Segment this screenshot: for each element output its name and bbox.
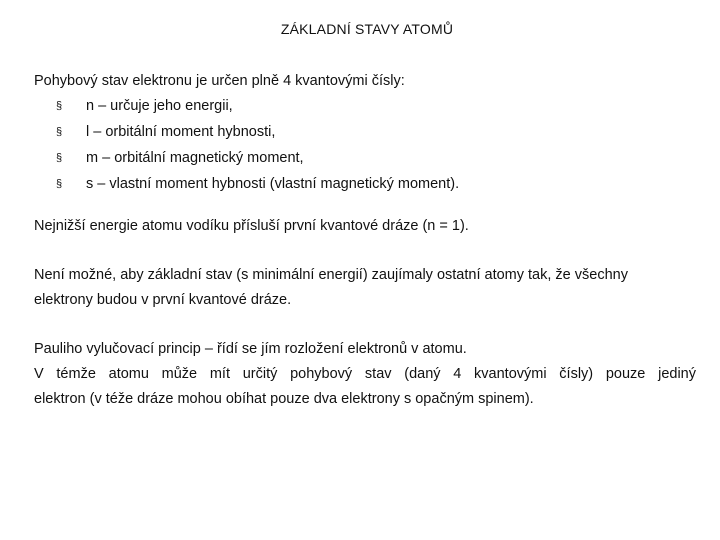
list-item xyxy=(34,120,696,146)
quantum-numbers-list xyxy=(34,94,696,198)
list-item xyxy=(34,94,696,120)
list-item-text: l – orbitální moment hybnosti, xyxy=(86,124,276,140)
ground-state-line-1: Není možné, aby základní stav (s minimální energií) zaujímaly ostatní atomy tak, že všechny xyxy=(34,267,628,283)
list-item xyxy=(34,172,696,198)
bullet-icon: § xyxy=(56,100,63,112)
bullet-icon: § xyxy=(56,126,63,138)
list-item-text: n – určuje jeho energii, xyxy=(86,98,233,114)
list-item xyxy=(34,146,696,172)
list-item-text: s – vlastní moment hybnosti (vlastní magnetický moment). xyxy=(86,176,460,192)
ground-state-paragraph xyxy=(34,263,696,313)
pauli-paragraph xyxy=(34,337,696,412)
pauli-line-1: Pauliho vylučovací princip – řídí se jím rozložení elektronů v atomu. xyxy=(34,341,467,357)
intro-text: Pohybový stav elektronu je určen plně 4 kvantovými čísly: xyxy=(34,73,405,89)
pauli-line-2: V témže atomu může mít určitý pohybový stav (daný 4 kvantovými čísly) pouze jediný xyxy=(34,366,696,382)
list-item-text: m – orbitální magnetický moment, xyxy=(86,150,304,166)
slide-content xyxy=(34,69,696,412)
ground-state-line-2: elektrony budou v první kvantové dráze. xyxy=(34,292,292,308)
bullet-icon: § xyxy=(56,152,63,164)
pauli-line-3: elektron (v téže dráze mohou obíhat pouze dva elektrony s opačným spinem). xyxy=(34,391,534,407)
bullet-icon: § xyxy=(56,178,63,190)
hydrogen-paragraph: Nejnižší energie atomu vodíku přísluší první kvantové dráze (n = 1). xyxy=(34,218,469,234)
page-title: ZÁKLADNÍ STAVY ATOMŮ xyxy=(280,21,454,37)
